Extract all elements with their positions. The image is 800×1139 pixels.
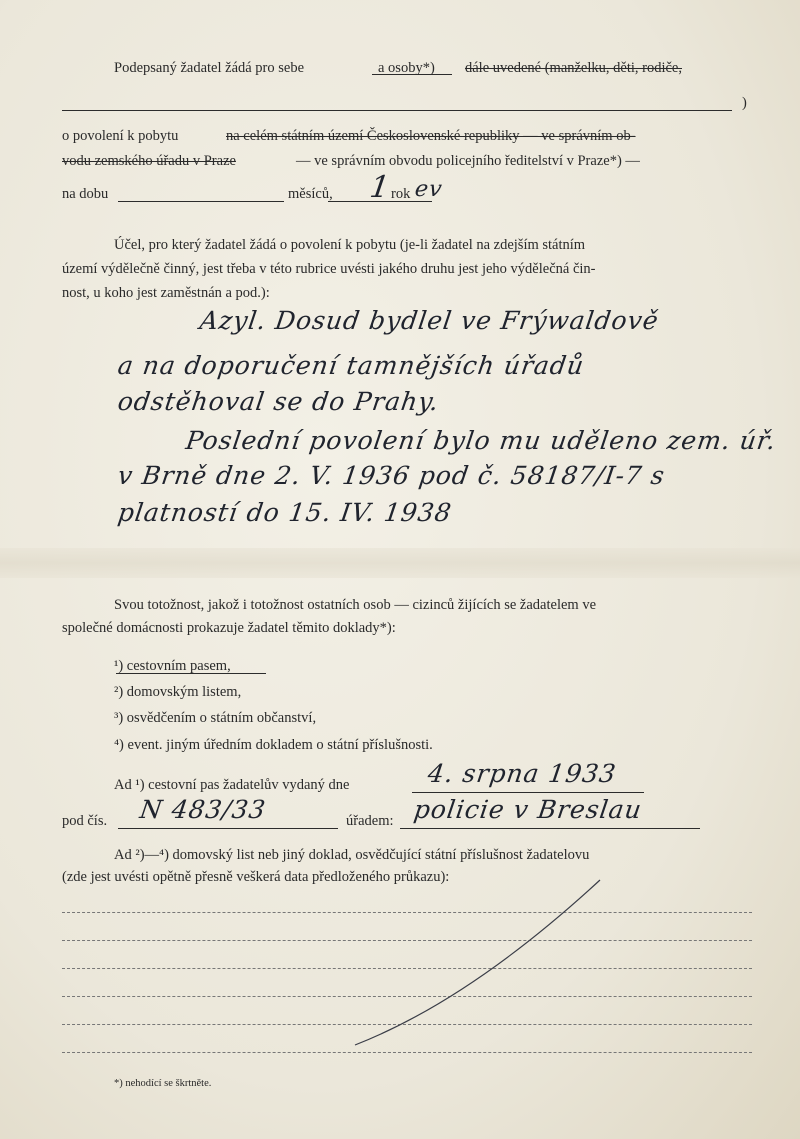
purpose-text-1: Účel, pro který žadatel žádá o povolení k pobytu (je-li žadatel na zdejším státním	[114, 237, 586, 253]
provincial-office-option-struck: vodu zemského úřadu v Praze	[62, 153, 236, 169]
family-option-struck: dále uvedené (manželku, děti, rodiče,	[465, 60, 682, 76]
homelist-text-1: Ad ²)—⁴) domovský list neb jiný doklad, osvědčující státní příslušnost žadatelovu	[114, 847, 590, 863]
duration-label: na dobu	[62, 186, 109, 202]
passport-number-label: pod čís.	[62, 813, 108, 829]
purpose-text-2: území výdělečně činný, jest třeba v této rubrice uvésti jakého druhu jest jeho výdělečná čin-	[62, 261, 596, 277]
homelist-text-2: (zde jest uvésti opětně přesně veškerá data předloženého průkazu):	[62, 869, 450, 885]
handwritten-year-suffix: ev	[413, 177, 445, 202]
handwritten-years: 1	[367, 170, 393, 205]
purpose-text-3: nost, u koho jest zaměstnán a pod.):	[62, 285, 270, 301]
residence-permit-label: o povolení k pobytu	[62, 128, 179, 144]
doc-option-other: ⁴) event. jiným úředním dokladem o státní příslušnosti.	[114, 737, 433, 753]
passport-office-label: úřadem:	[346, 813, 394, 829]
doc-option-passport: ¹) cestovním pasem,	[114, 658, 231, 674]
passport-number-handwriting: N 483/33	[138, 795, 268, 824]
months-label: měsíců,	[288, 186, 333, 202]
persons-option: a osoby*)	[378, 60, 435, 76]
purpose-handwriting-4: Poslední povolení bylo mu uděleno zem. úř.	[184, 426, 779, 455]
whole-territory-option-struck: na celém státním území Československé republiky — ve správním ob-	[226, 128, 636, 144]
police-directorate-option: — ve správním obvodu policejního ředitelství v Praze*) —	[296, 153, 640, 169]
close-paren: )	[742, 95, 747, 111]
year-label: rok	[391, 186, 411, 202]
purpose-handwriting-6: platností do 15. IV. 1938	[116, 498, 454, 527]
purpose-handwriting-1: Azyl. Dosud bydlel ve Frýwaldově	[198, 306, 661, 335]
doc-option-citizenship: ³) osvědčením o státním občanství,	[114, 710, 317, 726]
doc-option-domicile: ²) domovským listem,	[114, 684, 242, 700]
passport-office-handwriting: policie v Breslau	[412, 795, 644, 824]
footnote: *) nehodící se škrtněte.	[114, 1078, 212, 1089]
passport-date-handwriting: 4. srpna 1933	[426, 759, 619, 788]
applicant-intro: Podepsaný žadatel žádá pro sebe	[114, 60, 305, 76]
identity-text-2: společné domácnosti prokazuje žadatel těmito doklady*):	[62, 620, 396, 636]
identity-text-1: Svou totožnost, jakož i totožnost ostatních osob — cizinců žijících se žadatelem ve	[114, 597, 597, 613]
purpose-handwriting-5: v Brně dne 2. V. 1936 pod č. 58187/I-7 s	[116, 461, 667, 490]
passport-issued-label: Ad ¹) cestovní pas žadatelův vydaný dne	[114, 777, 350, 793]
purpose-handwriting-3: odstěhoval se do Prahy.	[116, 387, 442, 416]
purpose-handwriting-2: a na doporučení tamnějších úřadů	[116, 351, 587, 380]
